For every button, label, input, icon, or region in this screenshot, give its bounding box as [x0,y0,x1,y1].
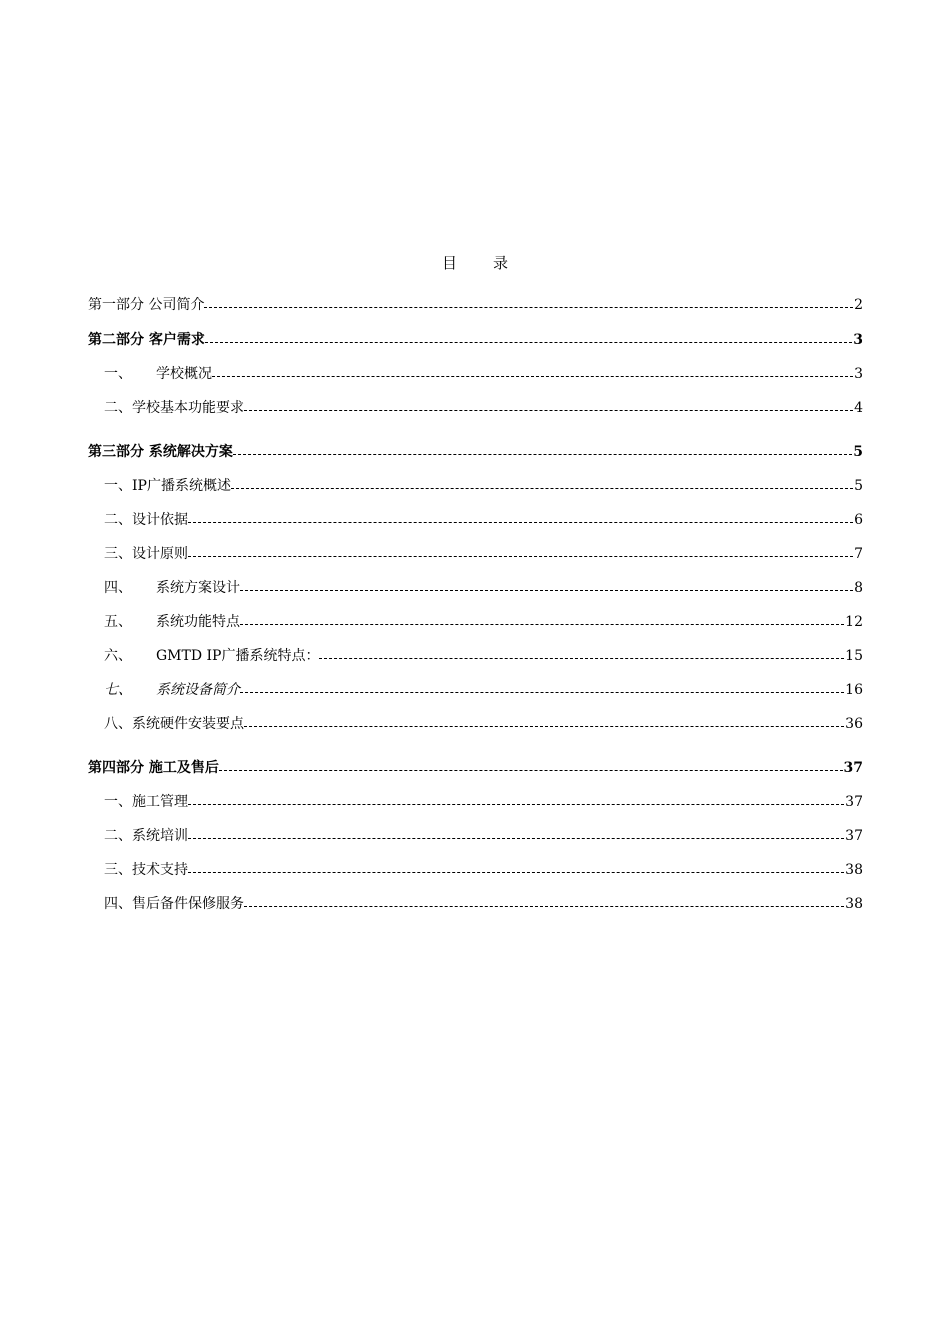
toc-title-left: 目 [441,254,457,272]
toc-entry-number: 五、 [104,614,132,630]
toc-entry-text: 学校概况 [156,366,212,382]
toc-entry-label: 二、系统培训 [104,828,188,844]
toc-entry-3-3[interactable] [104,543,863,565]
toc-entry-text: GMTD IP广播系统特点： [156,648,320,664]
toc-entry-page: 37 [843,760,863,776]
toc-leader [188,509,853,531]
toc-leader [319,645,844,667]
toc-entry-page: 36 [845,716,863,732]
toc-entry-label: 一、IP广播系统概述 [104,478,231,494]
toc-entry-page: 3 [854,366,863,382]
toc-leader [240,679,844,701]
toc-entry-number: 四、 [104,580,132,596]
toc-entry-page: 12 [845,614,863,630]
toc-entry-text: 系统设备简介 [156,682,240,698]
toc-entry-page: 4 [854,400,863,416]
toc-entry-3-1[interactable] [104,475,863,497]
toc-leader [204,294,853,316]
toc-entry-page: 5 [854,478,863,494]
toc-entry-page: 3 [853,332,863,348]
toc-leader [188,791,844,813]
toc-entry-label: 一、施工管理 [104,794,188,810]
toc-entry-label [104,645,319,667]
toc-entry-4-2[interactable] [104,825,863,847]
toc-leader [240,611,844,633]
toc-entry-label: 八、系统硬件安装要点 [104,716,244,732]
toc-entry-page: 5 [853,444,863,460]
toc-entry-page: 7 [854,546,863,562]
toc-entry-3-8[interactable] [104,713,863,735]
toc-entry-3-2[interactable] [104,509,863,531]
toc-leader [233,441,852,463]
toc-entry-3-4[interactable] [104,577,863,599]
toc-leader [240,577,853,599]
toc-entry-label [104,611,240,633]
toc-title [0,252,950,274]
toc-entry-label: 第三部分 系统解决方案 [88,444,233,460]
toc-entry-text: 系统方案设计 [156,580,240,596]
toc-entry-number: 七、 [104,682,132,698]
toc-entry-page: 38 [845,862,863,878]
toc-entry-3-7[interactable] [104,679,863,701]
toc-leader [244,713,844,735]
toc-leader [231,475,853,497]
toc-entry-label: 第一部分 公司简介 [88,297,205,313]
toc-entry-number: 六、 [104,648,132,664]
toc-entry-page: 16 [845,682,863,698]
toc-entry-label [104,363,212,385]
toc-leader [188,825,844,847]
toc-entry-part-4[interactable] [88,757,863,779]
toc-leader [188,859,844,881]
toc-entry-page: 8 [854,580,863,596]
toc-entry-label: 四、售后备件保修服务 [104,896,244,912]
toc-entry-number: 一、 [104,366,132,382]
toc-entry-page: 37 [845,828,863,844]
toc-entry-3-5[interactable] [104,611,863,633]
toc-entry-page: 6 [854,512,863,528]
toc-entry-text: 系统功能特点 [156,614,240,630]
toc-leader [188,543,853,565]
toc-entry-page: 37 [845,794,863,810]
toc-entry-label: 第四部分 施工及售后 [88,760,219,776]
toc-entry-label: 三、技术支持 [104,862,188,878]
toc-leader [219,757,843,779]
toc-entry-4-1[interactable] [104,791,863,813]
toc-entry-2-1[interactable] [104,363,863,385]
toc-entry-label [104,679,240,701]
toc-entry-label: 二、设计依据 [104,512,188,528]
toc-entry-label [104,577,240,599]
toc-leader [205,329,852,351]
toc-entry-2-2[interactable] [104,397,863,419]
toc-entry-page: 15 [845,648,863,664]
toc-leader [244,893,844,915]
toc-entry-4-4[interactable] [104,893,863,915]
toc-entry-part-1[interactable] [88,294,863,316]
toc-entry-part-3[interactable] [88,441,863,463]
toc-entry-label: 三、设计原则 [104,546,188,562]
toc-leader [244,397,853,419]
toc-leader [212,363,853,385]
toc-entry-page: 38 [845,896,863,912]
toc-entry-page: 2 [854,297,863,313]
toc-title-right: 录 [493,254,509,272]
toc-entry-label: 二、学校基本功能要求 [104,400,244,416]
toc-entry-part-2[interactable] [88,329,863,351]
toc-entry-3-6[interactable] [104,645,863,667]
toc-entry-4-3[interactable] [104,859,863,881]
toc-entry-label: 第二部分 客户需求 [88,332,205,348]
